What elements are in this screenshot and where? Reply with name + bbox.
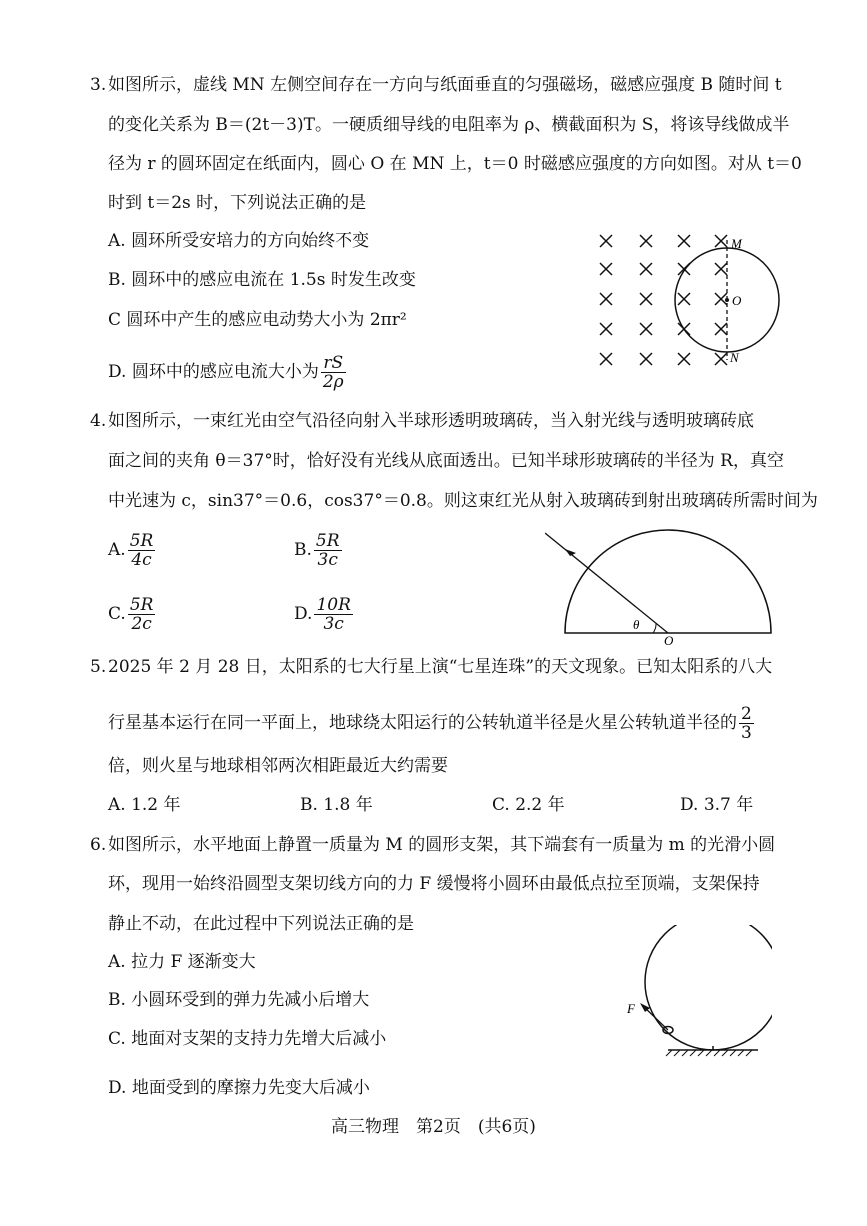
q4-stem-line2: 面之间的夹角 θ＝37°时，恰好没有光线从底面透出。已知半球形玻璃砖的半径为 R，真空 — [108, 451, 784, 471]
ray-arrow-icon — [565, 549, 576, 556]
q4-option-d — [294, 596, 355, 633]
q4-figure — [545, 525, 785, 645]
q3-number: 3. — [90, 75, 107, 95]
q5-option-b: B. 1.8 年 — [300, 795, 373, 815]
q6-stem-line2: 环，现用一始终沿圆型支架切线方向的力 F 缓慢将小圆环由最低点拉至顶端，支架保持 — [108, 874, 760, 894]
q3-option-d-prefix: D. 圆环中的感应电流大小为 — [108, 362, 319, 382]
q4-option-d-den: 3c — [323, 614, 344, 634]
q6-option-a: A. 拉力 F 逐渐变大 — [108, 952, 256, 972]
q4-option-b-label: B. — [294, 540, 312, 560]
q3-stem-line4: 时到 t＝2s 时，下列说法正确的是 — [108, 193, 367, 213]
ground-hatching — [666, 1050, 752, 1056]
q4-option-b — [294, 532, 344, 569]
q4-option-a-label: A. — [108, 540, 126, 560]
q5-stem-line3: 倍，则火星与地球相邻两次相距最近大约需要 — [108, 756, 448, 776]
q4-number: 4. — [90, 411, 107, 431]
center-point — [725, 298, 729, 302]
q4-option-c-num: 5R — [129, 595, 154, 615]
q4-option-c-den: 2c — [131, 614, 152, 634]
q3-option-d-fraction — [321, 354, 346, 391]
q6-stem-line1: 如图所示，水平地面上静置一质量为 M 的圆形支架，其下端套有一质量为 m 的光滑小圆 — [108, 835, 776, 855]
q5-stem-line2 — [108, 705, 756, 742]
q3-option-d-den: 2ρ — [322, 372, 344, 392]
label-theta: θ — [633, 617, 640, 632]
q4-option-d-num: 10R — [316, 595, 351, 615]
q5-stem-line1: 2025 年 2 月 28 日，太阳系的七大行星上演“七星连珠”的天文现象。已知太阳系的八大 — [108, 657, 773, 677]
q4-stem-line3: 中光速为 c，sin37°＝0.6，cos37°＝0.8。则这束红光从射入玻璃砖到射出玻璃砖所需时间为 — [108, 491, 818, 511]
angle-arc — [653, 623, 656, 633]
q3-stem-line3: 径为 r 的圆环固定在纸面内，圆心 O 在 MN 上，t＝0 时磁感应强度的方向如图。对从 t＝0 — [108, 154, 802, 174]
q5-stem-line2-text: 行星基本运行在同一平面上，地球绕太阳运行的公转轨道半径是火星公转轨道半径的 — [108, 713, 737, 733]
q6-number: 6. — [90, 835, 107, 855]
q3-option-d — [108, 354, 348, 391]
q4-option-a — [108, 532, 157, 569]
q5-option-c: C. 2.2 年 — [492, 795, 565, 815]
q3-figure — [590, 226, 790, 376]
label-o: O — [664, 633, 674, 645]
label-m: M — [731, 236, 742, 251]
incident-light-ray — [545, 533, 668, 633]
semicircle-glass-brick — [565, 530, 771, 633]
q5-number: 5. — [90, 657, 107, 677]
q4-option-a-den: 4c — [131, 550, 152, 570]
q4-option-d-label: D. — [294, 604, 313, 624]
q4-stem-line1: 如图所示，一束红光由空气沿径向射入半球形透明玻璃砖，当入射光线与透明玻璃砖底 — [108, 411, 754, 431]
q3-option-a: A. 圆环所受安培力的方向始终不变 — [108, 231, 370, 251]
q6-figure — [622, 925, 772, 1060]
q6-option-d: D. 地面受到的摩擦力先变大后减小 — [108, 1078, 370, 1098]
q4-option-b-num: 5R — [315, 531, 340, 551]
q4-option-d-fraction — [314, 596, 352, 633]
q5-option-a: A. 1.2 年 — [108, 795, 181, 815]
q4-option-b-den: 3c — [317, 550, 338, 570]
q6-stem-line3: 静止不动，在此过程中下列说法正确的是 — [108, 914, 414, 934]
label-f: F — [627, 1001, 635, 1016]
circular-frame — [645, 925, 772, 1050]
q4-option-b-fraction — [314, 532, 342, 569]
q4-option-a-num: 5R — [129, 531, 154, 551]
q4-option-c-label: C. — [108, 604, 126, 624]
q4-option-c — [108, 596, 157, 633]
label-o: O — [732, 293, 742, 308]
q4-option-a-fraction — [128, 532, 156, 569]
magnetic-field-crosses — [600, 235, 727, 365]
q5-option-d: D. 3.7 年 — [680, 795, 754, 815]
label-n: N — [730, 350, 739, 365]
q3-option-c: C 圆环中产生的感应电动势大小为 2πr² — [108, 310, 407, 330]
q5-fraction-num: 2 — [741, 704, 752, 724]
q3-stem-line1: 如图所示，虚线 MN 左侧空间存在一方向与纸面垂直的匀强磁场，磁感应强度 B 随时间 t — [108, 75, 782, 95]
page-footer: 高三物理 第2页 (共6页) — [331, 1117, 536, 1137]
q3-stem-line2: 的变化关系为 B＝(2t－3)T。一硬质细导线的电阻率为 ρ、横截面积为 S，将该导线做成半 — [108, 115, 790, 135]
q6-option-b: B. 小圆环受到的弹力先减小后增大 — [108, 990, 370, 1010]
q3-option-d-num: rS — [321, 354, 346, 373]
q4-option-c-fraction — [128, 596, 156, 633]
q5-fraction — [739, 705, 754, 742]
q3-option-b: B. 圆环中的感应电流在 1.5s 时发生改变 — [108, 270, 416, 290]
q6-option-c: C. 地面对支架的支持力先增大后减小 — [108, 1029, 387, 1049]
q5-fraction-den: 3 — [741, 723, 752, 743]
